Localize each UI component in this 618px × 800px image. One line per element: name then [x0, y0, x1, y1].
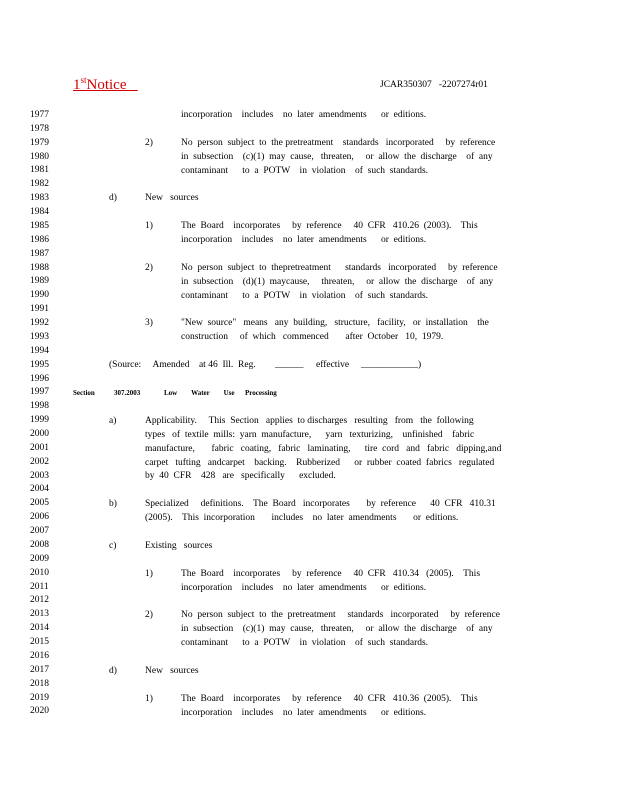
line-number: 2018: [30, 678, 49, 689]
source-note: (Source: Amended at 46 Ill. Reg.: [109, 360, 256, 370]
line-number: 2015: [30, 637, 49, 648]
subsection-letter-d: d): [109, 666, 117, 676]
line-number: 1980: [30, 151, 49, 162]
item-number-2: 2): [145, 610, 153, 620]
line-number: 2002: [30, 456, 49, 467]
body-line-2000: types of textile mills: yarn manufacture, yarn texturizing, unfinished fabric: [145, 430, 475, 440]
line-number: 1989: [30, 276, 49, 287]
body-line-2003: by 40 CFR 428 are specifically excluded.: [145, 471, 336, 481]
line-number: 2003: [30, 470, 49, 481]
subsection-letter-d: d): [109, 193, 117, 203]
line-number: 2017: [30, 664, 49, 675]
body-line-2005: Specialized definitions. The Board incorporates by reference 40 CFR 410.31: [145, 499, 496, 509]
body-line-1990: contaminant to a POTW in violation of such standards.: [181, 291, 429, 301]
body-line-2020: incorporation includes no later amendments or editions.: [181, 708, 427, 718]
body-line-2010: The Board incorporates by reference 40 CFR 410.34 (2005). This: [181, 569, 481, 579]
subsection-letter-b: b): [109, 499, 117, 509]
line-number: 2007: [30, 526, 49, 537]
line-number: 2020: [30, 706, 49, 717]
line-number: 1979: [30, 137, 49, 148]
line-number: 2001: [30, 442, 49, 453]
section-number: 307.2003: [114, 389, 141, 397]
line-number: 1986: [30, 234, 49, 245]
body-line-1999: Applicability. This Section applies to discharges resulting from the following: [145, 416, 474, 426]
line-number: 1988: [30, 262, 49, 273]
body-line-2017: New sources: [145, 666, 199, 676]
item-number-1: 1): [145, 694, 153, 704]
body-line-1992: "New source" means any building, structure, facility, or installation the: [181, 318, 489, 328]
line-number: 1982: [30, 179, 49, 190]
body-line-2013: No person subject to the pretreatment standards incorporated by reference: [181, 610, 500, 620]
line-number: 1999: [30, 415, 49, 426]
item-number-1: 1): [145, 221, 153, 231]
body-line-2008: Existing sources: [145, 541, 213, 551]
line-number: 2005: [30, 498, 49, 509]
notice-word: Notice: [86, 77, 127, 93]
line-number: 1997: [30, 387, 49, 398]
body-line-1986: incorporation includes no later amendments or editions.: [181, 235, 427, 245]
line-number: 2004: [30, 484, 49, 495]
line-number: 2000: [30, 429, 49, 439]
section-label: Section: [73, 389, 95, 397]
line-number: 1984: [30, 207, 49, 218]
body-line-1983: New sources: [145, 193, 199, 203]
line-number: 1992: [30, 318, 49, 329]
line-number: 1983: [30, 193, 49, 204]
body-line-2001: manufacture, fabric coating, fabric laminating, tire cord and fabric dipping,and: [145, 444, 502, 454]
body-line-1979: No person subject to the pretreatment standards incorporated by reference: [181, 138, 496, 148]
item-number-2: 2): [145, 138, 153, 148]
line-number: 1996: [30, 373, 49, 384]
section-title: Low Water Use Processing: [164, 389, 277, 397]
line-number: 2019: [30, 692, 49, 703]
line-number: 2009: [30, 553, 49, 564]
line-number: 1990: [30, 290, 49, 301]
line-number: 2016: [30, 650, 49, 661]
line-number: 1998: [30, 401, 49, 412]
subsection-letter-a: a): [109, 416, 117, 426]
line-number: 2006: [30, 512, 49, 523]
line-number: 1991: [30, 304, 49, 315]
body-line-2006: (2005). This incorporation includes no later amendments or editions.: [145, 513, 459, 523]
body-line-1988: No person subject to thepretreatment standards incorporated by reference: [181, 263, 498, 273]
item-number-1: 1): [145, 569, 153, 579]
line-number: 1994: [30, 345, 49, 356]
line-number: 1987: [30, 248, 49, 259]
source-effective: effective: [316, 360, 350, 370]
line-number: 1985: [30, 220, 49, 231]
line-number: 2010: [30, 567, 49, 578]
notice-prefix: 1: [73, 77, 81, 93]
body-line-1977: incorporation includes no later amendments or editions.: [181, 110, 427, 120]
body-line-2019: The Board incorporates by reference 40 CFR 410.36 (2005). This: [181, 694, 478, 704]
notice-superscript: st: [80, 75, 87, 85]
line-number: 2008: [30, 539, 49, 550]
notice-label: [73, 75, 138, 94]
source-blank-2: ____________): [361, 360, 422, 370]
body-line-1993: construction of which commenced after October 10, 1979.: [181, 332, 444, 342]
document-code: JCAR350307 -2207274r01: [380, 80, 488, 90]
body-line-1985: The Board incorporates by reference 40 CFR 410.26 (2003). This: [181, 221, 478, 231]
body-line-2014: in subsection (c)(1) may cause, threaten, or allow the discharge of any: [181, 624, 493, 634]
line-number: 1977: [30, 110, 49, 120]
body-line-2015: contaminant to a POTW in violation of such standards.: [181, 638, 429, 648]
body-line-1981: contaminant to a POTW in violation of such standards.: [181, 166, 429, 176]
line-number: 2014: [30, 623, 49, 634]
body-line-1980: in subsection (c)(1) may cause, threaten, or allow the discharge of any: [181, 152, 493, 162]
subsection-letter-c: c): [109, 541, 117, 551]
line-number: 2012: [30, 595, 49, 606]
item-number-2: 2): [145, 263, 153, 273]
line-number: 2013: [30, 609, 49, 620]
body-line-2011: incorporation includes no later amendments or editions.: [181, 583, 427, 593]
body-line-2002: carpet tufting andcarpet backing. Rubberized or rubber coated fabrics regulated: [145, 458, 495, 468]
body-line-1989: in subsection (d)(1) maycause, threaten, or allow the discharge of any: [181, 277, 494, 287]
line-number: 1978: [30, 123, 49, 134]
line-number: 1995: [30, 359, 49, 370]
line-number: 1981: [30, 165, 49, 176]
item-number-3: 3): [145, 318, 153, 328]
line-number: 1993: [30, 331, 49, 342]
line-number: 2011: [30, 581, 49, 592]
source-blank-1: ______: [275, 360, 304, 370]
